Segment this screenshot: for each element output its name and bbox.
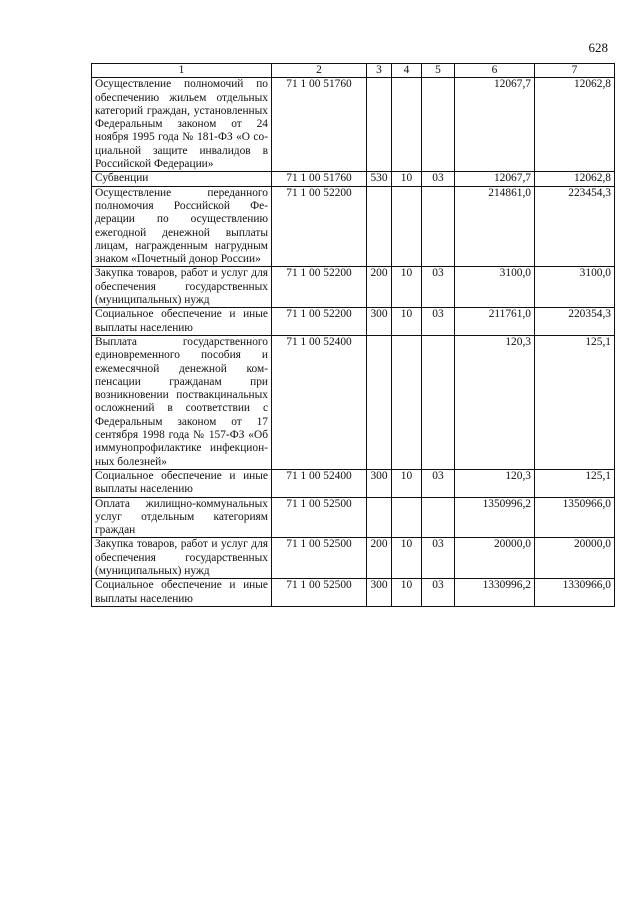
classification-code: 71 1 00 52200 <box>272 267 367 308</box>
amount-col6: 120,3 <box>455 335 535 469</box>
subsection: 03 <box>422 267 455 308</box>
classification-code: 71 1 00 51760 <box>272 78 367 172</box>
item-name: Социальное обеспечение и иные выплаты населению <box>92 308 272 336</box>
page-number: 628 <box>588 40 608 55</box>
amount-col6: 1330996,2 <box>455 579 535 607</box>
classification-code: 71 1 00 52400 <box>272 469 367 497</box>
amount-col7: 125,1 <box>535 335 615 469</box>
section <box>392 335 422 469</box>
header-row <box>92 64 615 78</box>
section <box>392 78 422 172</box>
item-name: Социальное обеспечение и иные выплаты населению <box>92 579 272 607</box>
budget-table <box>91 63 615 607</box>
item-name: Выплата государственного единовременного пособия и ежемесячной денежной компенсации гражданам при возникновении поствакцинальных осложнений в соответствии с Федеральным законом от 17 сентября 1998 года № 157-ФЗ «Об иммунопрофилактике инфекционных болезней» <box>92 335 272 469</box>
subsection: 03 <box>422 172 455 186</box>
amount-col7: 125,1 <box>535 469 615 497</box>
subsection: 03 <box>422 579 455 607</box>
section: 10 <box>392 469 422 497</box>
table-row <box>92 497 615 538</box>
subsection <box>422 335 455 469</box>
expense-type <box>367 497 392 538</box>
section <box>392 186 422 267</box>
table-row <box>92 78 615 172</box>
amount-col7: 220354,3 <box>535 308 615 336</box>
amount-col7: 1350966,0 <box>535 497 615 538</box>
table-row <box>92 308 615 336</box>
amount-col6: 120,3 <box>455 469 535 497</box>
amount-col6: 1350996,2 <box>455 497 535 538</box>
expense-type: 200 <box>367 538 392 579</box>
classification-code: 71 1 00 51760 <box>272 172 367 186</box>
subsection <box>422 78 455 172</box>
subsection: 03 <box>422 469 455 497</box>
expense-type: 300 <box>367 469 392 497</box>
amount-col6: 12067,7 <box>455 172 535 186</box>
expense-type: 200 <box>367 267 392 308</box>
amount-col7: 223454,3 <box>535 186 615 267</box>
amount-col6: 12067,7 <box>455 78 535 172</box>
table-row <box>92 469 615 497</box>
table-row <box>92 538 615 579</box>
subsection: 03 <box>422 538 455 579</box>
classification-code: 71 1 00 52500 <box>272 538 367 579</box>
subsection <box>422 186 455 267</box>
classification-code: 71 1 00 52400 <box>272 335 367 469</box>
expense-type: 300 <box>367 308 392 336</box>
classification-code: 71 1 00 52500 <box>272 497 367 538</box>
amount-col6: 214861,0 <box>455 186 535 267</box>
amount-col7: 12062,8 <box>535 172 615 186</box>
classification-code: 71 1 00 52200 <box>272 308 367 336</box>
classification-code: 71 1 00 52500 <box>272 579 367 607</box>
section: 10 <box>392 308 422 336</box>
table-row <box>92 267 615 308</box>
subsection <box>422 497 455 538</box>
column-header: 2 <box>272 64 367 78</box>
table-row <box>92 186 615 267</box>
amount-col6: 3100,0 <box>455 267 535 308</box>
classification-code: 71 1 00 52200 <box>272 186 367 267</box>
item-name: Осуществление полномочий по обеспечению жильем отдельных категорий граждан, установленных Федеральным законом от 24 ноября 1995 года № 181-ФЗ «О социальной защите инвалидов в Российской Федерации» <box>92 78 272 172</box>
item-name: Субвенции <box>92 172 272 186</box>
table-row <box>92 579 615 607</box>
expense-type <box>367 186 392 267</box>
item-name: Оплата жилищно-коммунальных услуг отдельным категориям граждан <box>92 497 272 538</box>
column-header: 7 <box>535 64 615 78</box>
section: 10 <box>392 172 422 186</box>
amount-col6: 211761,0 <box>455 308 535 336</box>
item-name: Закупка товаров, работ и услуг для обеспечения государственных (муниципальных) нужд <box>92 267 272 308</box>
table-row <box>92 335 615 469</box>
section: 10 <box>392 579 422 607</box>
column-header: 6 <box>455 64 535 78</box>
section <box>392 497 422 538</box>
subsection: 03 <box>422 308 455 336</box>
amount-col7: 1330966,0 <box>535 579 615 607</box>
amount-col7: 12062,8 <box>535 78 615 172</box>
expense-type <box>367 78 392 172</box>
column-header: 1 <box>92 64 272 78</box>
amount-col7: 3100,0 <box>535 267 615 308</box>
item-name: Социальное обеспечение и иные выплаты населению <box>92 469 272 497</box>
section: 10 <box>392 267 422 308</box>
section: 10 <box>392 538 422 579</box>
expense-type: 530 <box>367 172 392 186</box>
table-row <box>92 172 615 186</box>
column-header: 3 <box>367 64 392 78</box>
column-header: 5 <box>422 64 455 78</box>
column-header: 4 <box>392 64 422 78</box>
amount-col7: 20000,0 <box>535 538 615 579</box>
item-name: Закупка товаров, работ и услуг для обеспечения государственных (муниципальных) нужд <box>92 538 272 579</box>
expense-type: 300 <box>367 579 392 607</box>
expense-type <box>367 335 392 469</box>
item-name: Осуществление переданного полномочия Российской Федерации по осуществлению ежегодной денежной выплаты лицам, награжденным нагрудным знаком «Почетный донор России» <box>92 186 272 267</box>
amount-col6: 20000,0 <box>455 538 535 579</box>
